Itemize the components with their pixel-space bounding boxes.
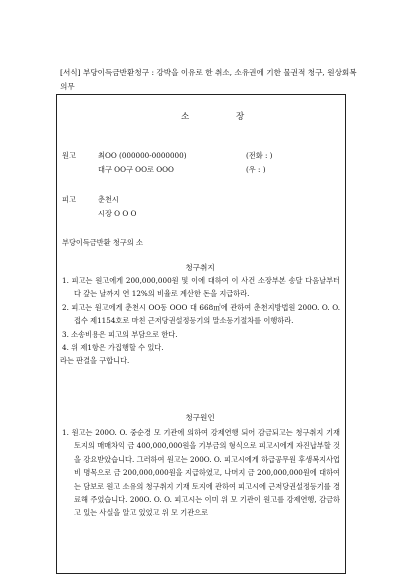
claim-purpose-item: 3. 소송비용은 피고의 부담으로 한다. bbox=[62, 329, 178, 339]
claim-purpose-item: 1. 피고는 원고에게 200,000,000원 및 이에 대하여 이 사건 소장부본 송달 다음날부터 다 갚는 날까지 연 12%의 비율로 계산한 돈을 지급하라. bbox=[62, 276, 340, 299]
defendant-label: 피고 bbox=[62, 195, 76, 204]
plaintiff-name: 최OO (000000-0000000) bbox=[98, 151, 187, 160]
defendant-name: 춘천시 bbox=[98, 195, 119, 204]
plaintiff-phone: (전화 : ) bbox=[246, 151, 273, 160]
claim-purpose-title: 청구취지 bbox=[185, 263, 215, 272]
document-heading: [서식] 부당이득금반환청구 : 강박을 이유로 한 취소, 소유권에 기한 물권적 청구, 원상회복의무 bbox=[60, 68, 357, 91]
plaintiff-zip: (우 : ) bbox=[246, 165, 266, 174]
defendant-representative: 시장 O O O bbox=[98, 209, 137, 218]
claim-cause-title: 청구원인 bbox=[185, 413, 215, 422]
claim-purpose-item: 4. 위 제1항은 가집행할 수 있다. bbox=[62, 343, 164, 353]
claim-purpose-list bbox=[60, 274, 340, 368]
claim-purpose-item: 2. 피고는 원고에게 춘천시 OO동 OOO 대 668㎡에 관하여 춘천지방법원 200O. O. O. 접수 제1154호로 마친 근저당권설정등기의 말소등기절차를 이행하라. bbox=[62, 302, 340, 326]
claim-cause-paragraph: 1. 원고는 200O. O. 중순경 모 기관에 의하여 강제연행 되어 감금되고는 청구취지 기재 토지의 매매차익 금 400,000,000원을 기부금의 형식으로 피고시에게 자진납부할 것을 강요받았습니다. 그러하여 원고는 200O. O. 피고시에게 하급공무원 후생복지사업비 명목으로 금 200,000,000원을 지급하였고, 나머지 금 200,000,000원에 대하여는 담보로 원고 소유의 청구취지 기재 토지에 관하여 피고시에 근저당권설정등기를 경료해 주었습니다. 200O. O. O. 피고시는 이미 위 모 기관이 원고를 강제연행, 감금하고 있는 사실을 알고 있었고 위 모 기관으로 bbox=[62, 428, 340, 518]
plaintiff-label: 원고 bbox=[62, 151, 76, 160]
title-char-2: 장 bbox=[236, 112, 245, 122]
claim-purpose-closing: 라는 판결을 구합니다. bbox=[60, 356, 130, 366]
plaintiff-address: 대구 OO구 OO로 OOO bbox=[98, 165, 174, 174]
case-name: 부당이득금반환 청구의 소 bbox=[62, 238, 143, 247]
title-char-1: 소 bbox=[181, 112, 190, 122]
claim-cause-body bbox=[60, 426, 340, 520]
